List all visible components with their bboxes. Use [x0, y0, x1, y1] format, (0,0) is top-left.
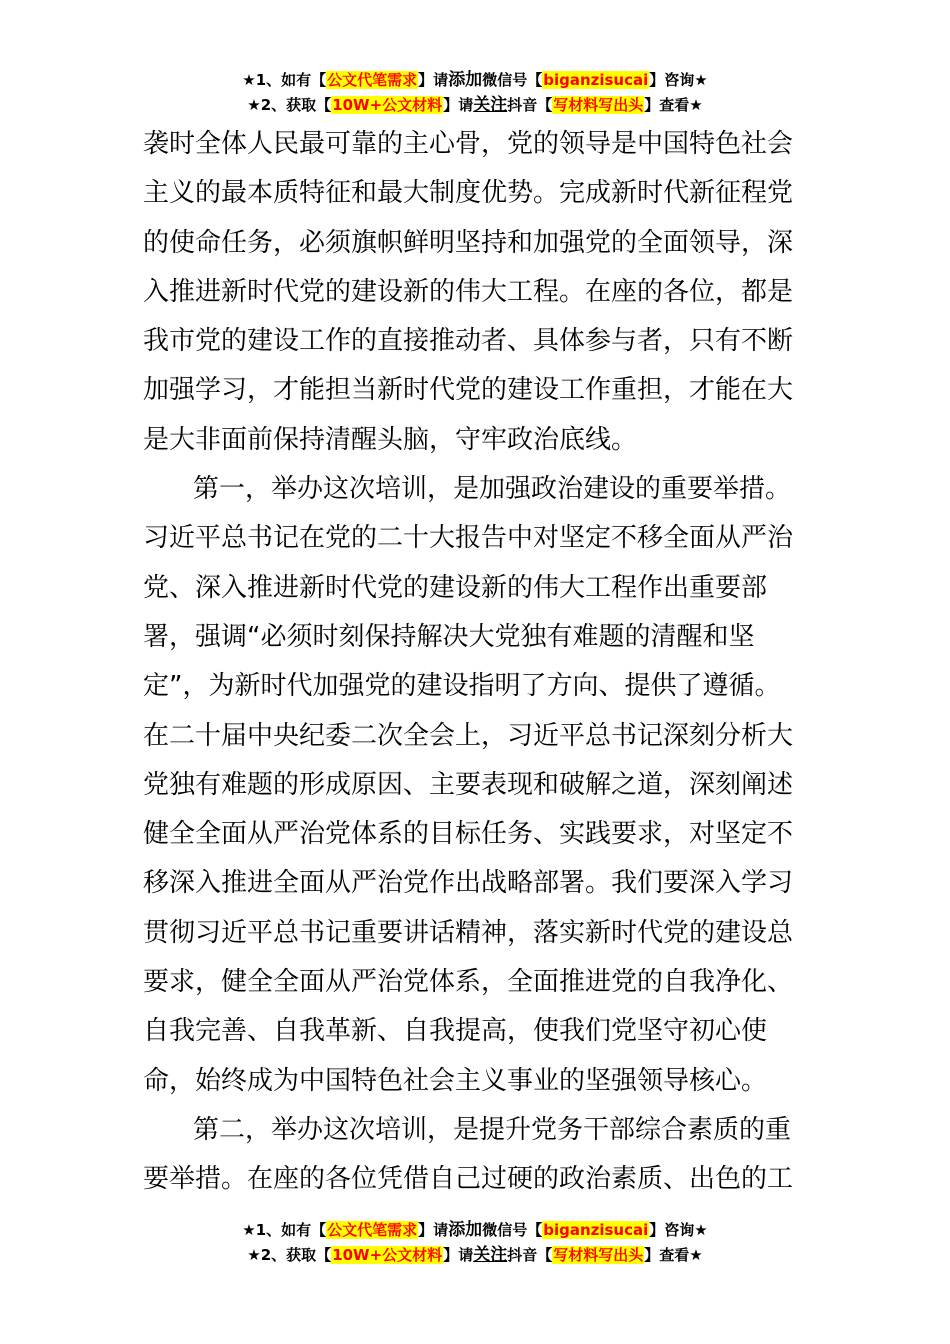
banner-highlight: 写材料写出头	[553, 96, 644, 114]
body-line: 我市党的建设工作的直接推动者、具体参与者，只有不断	[143, 326, 794, 357]
body-line: 署，强调“必须时刻保持解决大党独有难题的清醒和坚	[143, 621, 755, 652]
banner-text: 】请	[418, 1221, 449, 1239]
banner-highlight: biganzisucai	[543, 1221, 649, 1239]
banner-text: 】咨询★	[649, 71, 708, 89]
banner-text: 】请	[418, 71, 449, 89]
banner-emphasis: 关注	[473, 95, 508, 115]
banner-text: 】咨询★	[649, 1221, 708, 1239]
document-body	[143, 120, 807, 1205]
body-line: 袭时全体人民最可靠的主心骨，党的领导是中国特色社会	[143, 129, 794, 159]
body-line: 贯彻习近平总书记重要讲话精神，落实新时代党的建设总	[143, 917, 794, 948]
banner-highlight: 写材料写出头	[553, 1246, 644, 1264]
banner-text: ★1、如有【	[242, 1221, 327, 1239]
paragraph-heading-second: 第二，举办这次培训，是提升党务干部综合素质的重	[193, 1114, 792, 1145]
banner-line-1	[0, 68, 950, 93]
body-line: 定”，为新时代加强党的建设指明了方向、提供了遵循。	[143, 671, 781, 702]
banner-line-1	[0, 1218, 950, 1243]
body-line: 党、深入推进新时代党的建设新的伟大工程作出重要部	[143, 572, 768, 603]
body-line: 自我完善、自我革新、自我提高，使我们党坚守初心使	[143, 1016, 768, 1047]
body-line: 健全全面从严治党体系的目标任务、实践要求，对坚定不	[143, 819, 794, 850]
banner-line-2	[0, 93, 950, 118]
banner-highlight: biganzisucai	[543, 71, 649, 89]
top-banner	[0, 68, 950, 118]
banner-text: 抖音【	[507, 96, 553, 114]
body-line: 的使命任务，必须旗帜鲜明坚持和加强党的全面领导，深	[143, 227, 794, 258]
body-line: 要求，健全全面从严治党体系，全面推进党的自我净化、	[143, 967, 794, 998]
banner-highlight: 10W+公文材料	[332, 96, 443, 114]
body-line: 入推进新时代党的建设新的伟大工程。在座的各位，都是	[143, 276, 794, 307]
banner-highlight: 公文代笔需求	[327, 71, 418, 89]
banner-text: 】查看★	[644, 1246, 703, 1264]
banner-emphasis: 添加	[448, 1220, 483, 1240]
body-line: 是大非面前保持清醒头脑，守牢政治底线。	[143, 424, 638, 455]
banner-line-2	[0, 1243, 950, 1268]
body-line: 习近平总书记在党的二十大报告中对坚定不移全面从严治	[143, 523, 794, 554]
banner-text: 】请	[443, 96, 474, 114]
body-line: 要举措。在座的各位凭借自己过硬的政治素质、出色的工	[143, 1164, 794, 1195]
banner-text: ★1、如有【	[242, 71, 327, 89]
body-line: 命，始终成为中国特色社会主义事业的坚强领导核心。	[143, 1065, 768, 1096]
banner-text: 】查看★	[644, 96, 703, 114]
banner-text: 】请	[443, 1246, 474, 1264]
banner-text: ★2、获取【	[247, 1246, 332, 1264]
banner-highlight: 10W+公文材料	[332, 1246, 443, 1264]
bottom-banner	[0, 1218, 950, 1268]
banner-text: 抖音【	[507, 1246, 553, 1264]
banner-text: ★2、获取【	[247, 96, 332, 114]
banner-emphasis: 添加	[448, 70, 483, 90]
body-line: 党独有难题的形成原因、主要表现和破解之道，深刻阐述	[143, 769, 794, 800]
body-line: 移深入推进全面从严治党作出战略部署。我们要深入学习	[143, 868, 794, 899]
banner-emphasis: 关注	[473, 1245, 508, 1265]
banner-text: 微信号【	[482, 71, 543, 89]
banner-text: 微信号【	[482, 1221, 543, 1239]
body-line: 在二十届中央纪委二次全会上，习近平总书记深刻分析大	[143, 720, 794, 751]
banner-highlight: 公文代笔需求	[327, 1221, 418, 1239]
paragraph-heading-first: 第一，举办这次培训，是加强政治建设的重要举措。	[193, 474, 792, 505]
body-line: 主义的最本质特征和最大制度优势。完成新时代新征程党	[143, 178, 794, 209]
body-line: 加强学习，才能担当新时代党的建设工作重担，才能在大	[143, 375, 794, 406]
